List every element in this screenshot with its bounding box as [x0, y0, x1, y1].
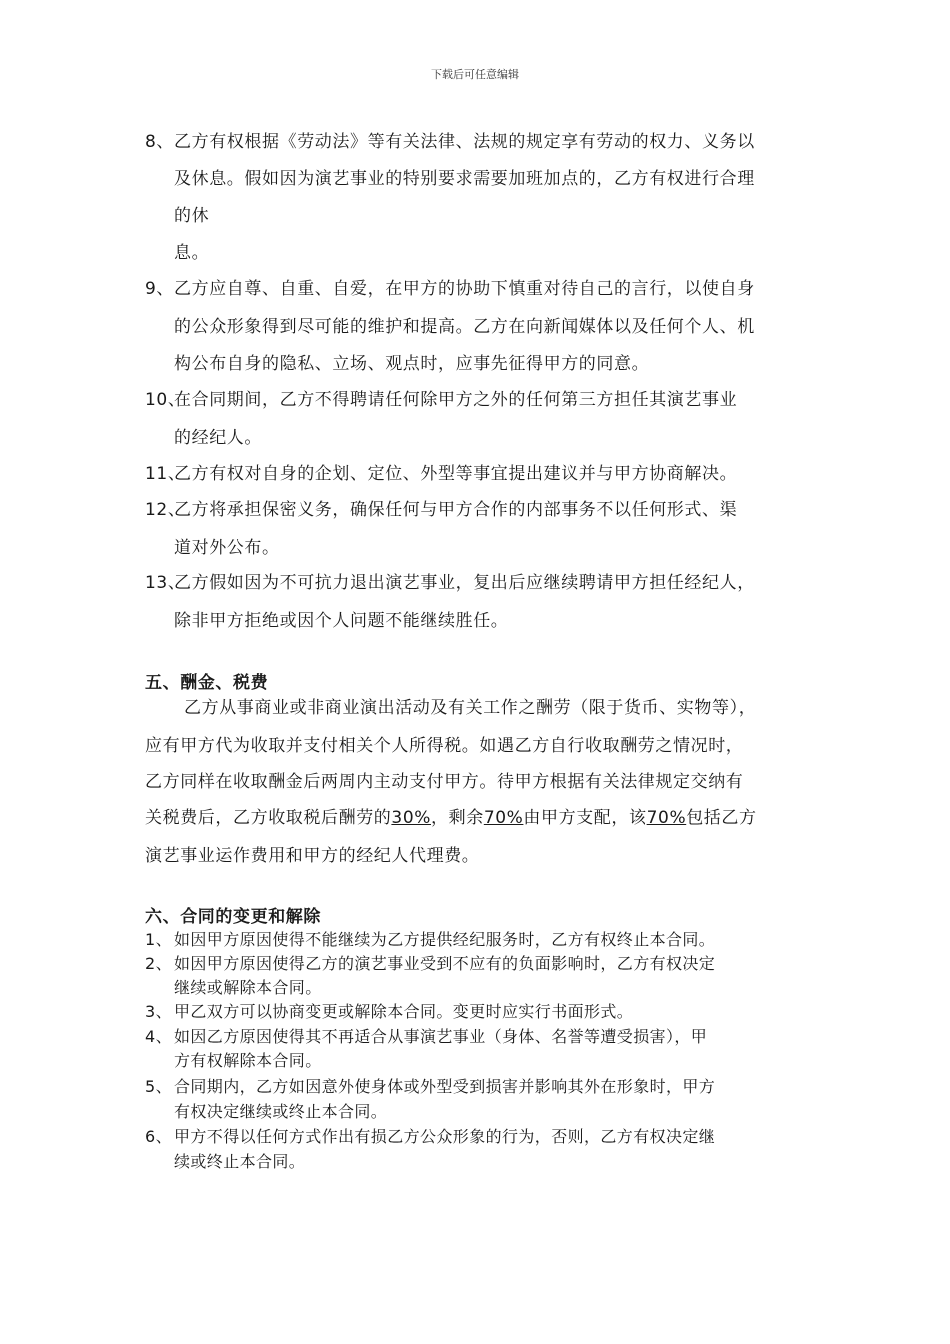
paragraph-line	[145, 803, 757, 828]
clause-line: 乙方假如因为不可抗力退出演艺事业，复出后应继续聘请甲方担任经纪人，	[174, 573, 755, 593]
item-line: 甲乙双方可以协商变更或解除本合同。变更时应实行书面形式。	[174, 1002, 634, 1021]
clause-number: 8、	[145, 132, 175, 152]
section-heading: 六、合同的变更和解除	[145, 907, 321, 927]
percentage-value: 70%	[483, 808, 524, 828]
item-line: 续或终止本合同。	[174, 1152, 306, 1171]
clause-line: 除非甲方拒绝或因个人问题不能继续胜任。	[174, 611, 509, 631]
item-line: 如因甲方原因使得乙方的演艺事业受到不应有的负面影响时，乙方有权决定	[174, 954, 716, 973]
percentage-value: 30%	[391, 808, 431, 828]
clause-line: 乙方有权对自身的企划、定位、外型等事宜提出建议并与甲方协商解决。	[174, 464, 738, 484]
item-line: 方有权解除本合同。	[174, 1051, 322, 1070]
item-number: 3、	[145, 1002, 172, 1021]
clause-line: 乙方有权根据《劳动法》等有关法律、法规的规定享有劳动的权力、义务以	[174, 132, 755, 152]
item-number: 1、	[145, 930, 172, 949]
clause-number: 12、	[145, 500, 186, 520]
section-heading: 五、酬金、税费	[145, 673, 269, 693]
clause-number: 10、	[145, 390, 186, 410]
text-run: 关税费后，乙方收取税后酬劳的	[145, 808, 392, 828]
clause-line: 的公众形象得到尽可能的维护和提高。乙方在向新闻媒体以及任何个人、机	[174, 317, 755, 337]
text-run: 由甲方支配，该	[523, 808, 647, 828]
clause-line: 道对外公布。	[174, 538, 280, 558]
item-line: 如因乙方原因使得其不再适合从事演艺事业（身体、名誉等遭受损害），甲	[174, 1027, 708, 1046]
clause-line: 的休	[174, 206, 210, 226]
text-run: 包括乙方	[686, 808, 757, 828]
paragraph-line: 演艺事业运作费用和甲方的经纪人代理费。	[145, 846, 480, 866]
item-number: 5、	[145, 1077, 172, 1096]
item-line: 继续或解除本合同。	[174, 978, 322, 997]
text-run: ，剩余	[431, 808, 484, 828]
item-line: 如因甲方原因使得不能继续为乙方提供经纪服务时，乙方有权终止本合同。	[174, 930, 716, 949]
percentage-value: 70%	[646, 808, 687, 828]
clause-line: 乙方将承担保密义务，确保任何与甲方合作的内部事务不以任何形式、渠	[174, 500, 738, 520]
item-number: 6、	[145, 1127, 172, 1146]
clause-line: 的经纪人。	[174, 428, 262, 448]
item-number: 2、	[145, 954, 172, 973]
paragraph-line: 乙方从事商业或非商业演出活动及有关工作之酬劳（限于货币、实物等），	[184, 698, 757, 718]
page-header: 下载后可任意编辑	[431, 68, 519, 81]
clause-line: 及休息。假如因为演艺事业的特别要求需要加班加点的，乙方有权进行合理	[174, 169, 755, 189]
clause-number: 13、	[145, 573, 186, 593]
clause-number: 9、	[145, 279, 175, 299]
item-line: 合同期内，乙方如因意外使身体或外型受到损害并影响其外在形象时，甲方	[174, 1077, 716, 1096]
clause-line: 在合同期间，乙方不得聘请任何除甲方之外的任何第三方担任其演艺事业	[174, 390, 738, 410]
item-line: 有权决定继续或终止本合同。	[174, 1102, 388, 1121]
clause-number: 11、	[145, 464, 186, 484]
clause-line: 息。	[174, 243, 210, 263]
clause-line: 乙方应自尊、自重、自爱，在甲方的协助下慎重对待自己的言行，以使自身	[174, 279, 755, 299]
paragraph-line: 应有甲方代为收取并支付相关个人所得税。如遇乙方自行收取酬劳之情况时，	[145, 736, 744, 756]
item-number: 4、	[145, 1027, 172, 1046]
clause-line: 构公布自身的隐私、立场、观点时，应事先征得甲方的同意。	[174, 354, 650, 374]
paragraph-line: 乙方同样在收取酬金后两周内主动支付甲方。待甲方根据有关法律规定交纳有	[145, 772, 744, 792]
item-line: 甲方不得以任何方式作出有损乙方公众形象的行为，否则，乙方有权决定继	[174, 1127, 716, 1146]
